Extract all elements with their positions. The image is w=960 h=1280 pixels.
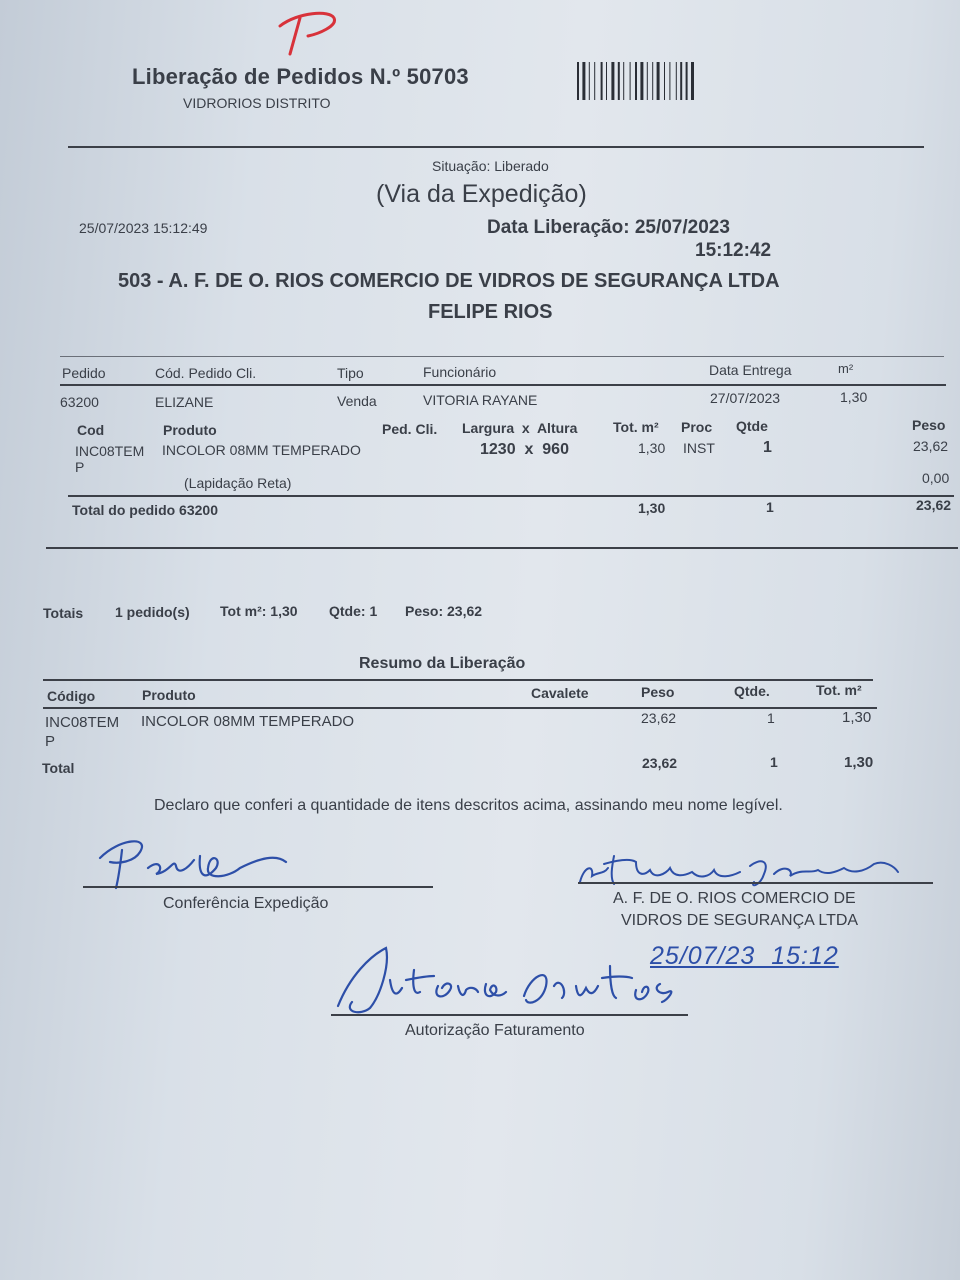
item-tot-m2: 1,30	[638, 440, 666, 456]
item-subprocess: (Lapidação Reta)	[184, 475, 292, 491]
company-name: VIDRORIOS DISTRITO	[183, 95, 331, 111]
copy-label: (Via da Expedição)	[376, 180, 587, 208]
col-m2: m²	[838, 361, 854, 376]
col-funcionario: Funcionário	[423, 364, 497, 380]
release-date: Data Liberação: 25/07/2023	[487, 217, 730, 238]
summary-row-peso: 23,62	[641, 710, 677, 726]
barcode-bar	[594, 62, 595, 100]
order-table-bottom-rule	[46, 547, 958, 549]
right-signature-label-2: VIDROS DE SEGURANÇA LTDA	[621, 912, 859, 929]
barcode-bar	[676, 62, 677, 100]
order-cod-cli: ELIZANE	[155, 394, 214, 410]
document-title: Liberação de Pedidos N.º 50703	[132, 64, 469, 89]
barcode-bar	[618, 62, 620, 100]
barcode-bar	[664, 62, 665, 100]
item-cod-cont: P	[75, 459, 85, 475]
barcode-bar	[582, 62, 585, 100]
barcode-bar	[657, 62, 660, 100]
barcode-bar	[669, 62, 670, 100]
item-subprocess-peso: 0,00	[922, 470, 950, 486]
col-tipo: Tipo	[337, 365, 364, 381]
release-time: 15:12:42	[695, 240, 772, 261]
totals-m2: Tot m²: 1,30	[220, 603, 298, 619]
order-table-top-rule	[60, 356, 944, 357]
print-datetime: 25/07/2023 15:12:49	[79, 220, 208, 236]
order-pedido: 63200	[60, 394, 99, 410]
red-p-mark	[268, 4, 348, 60]
order-total-peso: 23,62	[916, 497, 952, 513]
order-data-entrega: 27/07/2023	[710, 390, 781, 406]
item-col-tot-m2: Tot. m²	[613, 419, 659, 435]
totals-pedidos: 1 pedido(s)	[115, 604, 190, 620]
barcode-bar	[680, 62, 682, 100]
barcode-bar	[606, 62, 607, 100]
item-largura-altura: 1230 x 960	[480, 441, 569, 458]
item-col-qtde: Qtde	[736, 418, 768, 434]
right-signature-line	[578, 882, 933, 884]
summary-row-produto: INCOLOR 08MM TEMPERADO	[141, 713, 355, 730]
barcode-bar	[686, 62, 688, 100]
item-col-proc: Proc	[681, 419, 713, 435]
item-col-ped-cli: Ped. Cli.	[382, 421, 438, 437]
col-pedido: Pedido	[62, 365, 106, 381]
barcode-bar	[630, 62, 631, 100]
left-signature-label: Conferência Expedição	[163, 895, 329, 912]
summary-total-qtde: 1	[770, 754, 778, 770]
barcode-bar	[577, 62, 579, 100]
item-col-produto: Produto	[163, 422, 217, 438]
summary-col-codigo: Código	[47, 688, 96, 704]
signature-conferencia	[90, 828, 290, 892]
signature-autorizacao	[330, 936, 690, 1020]
totals-qtde: Qtde: 1	[329, 603, 378, 619]
summary-row-qtde: 1	[767, 710, 775, 726]
status-text: Situação: Liberado	[432, 158, 549, 174]
summary-top-rule	[43, 679, 873, 681]
summary-col-peso: Peso	[641, 684, 675, 700]
item-col-cod: Cod	[77, 422, 105, 438]
totals-label: Totais	[43, 605, 84, 621]
item-col-largura-altura: Largura x Altura	[462, 420, 578, 436]
summary-total-peso: 23,62	[642, 755, 678, 771]
totals-peso: Peso: 23,62	[405, 603, 483, 619]
summary-col-produto: Produto	[142, 687, 196, 703]
order-m2: 1,30	[840, 389, 868, 405]
item-produto: INCOLOR 08MM TEMPERADO	[162, 442, 361, 458]
item-proc: INST	[683, 440, 715, 456]
barcode-bar	[691, 62, 694, 100]
summary-total-label: Total	[42, 760, 75, 776]
barcode-bar	[611, 62, 614, 100]
right-signature-label-1: A. F. DE O. RIOS COMERCIO DE	[613, 890, 856, 907]
summary-col-tot-m2: Tot. m²	[816, 682, 862, 698]
bottom-signature-line	[331, 1014, 688, 1016]
bottom-signature-label: Autorização Faturamento	[405, 1022, 585, 1039]
summary-title: Resumo da Liberação	[359, 655, 526, 672]
col-data-entrega: Data Entrega	[709, 362, 792, 378]
summary-total-tot-m2: 1,30	[844, 754, 874, 771]
order-total-m2: 1,30	[638, 500, 666, 516]
barcode-bar	[640, 62, 643, 100]
summary-header-rule	[43, 707, 877, 709]
barcode-bar	[647, 62, 648, 100]
order-total-qtde: 1	[766, 499, 774, 515]
left-signature-line	[83, 886, 433, 888]
barcode-bar	[601, 62, 603, 100]
summary-row-codigo-cont: P	[45, 733, 56, 750]
order-total-label: Total do pedido 63200	[72, 502, 218, 518]
barcode-bar	[589, 62, 590, 100]
summary-row-codigo: INC08TEM	[45, 714, 120, 731]
order-tipo: Venda	[337, 393, 377, 409]
order-total-rule	[68, 495, 954, 497]
declaration-text: Declaro que conferi a quantidade de itens descritos acima, assinando meu nome legível.	[154, 797, 783, 814]
barcode-bar	[623, 62, 624, 100]
order-header-rule	[60, 384, 946, 386]
customer-name: 503 - A. F. DE O. RIOS COMERCIO DE VIDROS DE SEGURANÇA LTDA	[118, 270, 780, 292]
customer-contact: FELIPE RIOS	[428, 301, 553, 323]
summary-col-cavalete: Cavalete	[531, 685, 589, 701]
order-funcionario: VITORIA RAYANE	[423, 392, 538, 408]
item-peso: 23,62	[913, 438, 949, 454]
barcode-bar	[635, 62, 637, 100]
item-col-peso: Peso	[912, 417, 946, 433]
barcode	[577, 62, 727, 100]
handwritten-date: 25/07/23 15:12	[650, 942, 839, 970]
item-cod: INC08TEM	[75, 443, 145, 459]
summary-col-qtde: Qtde.	[734, 683, 770, 699]
header-rule	[68, 146, 924, 148]
col-cod-pedido-cli: Cód. Pedido Cli.	[155, 365, 257, 381]
summary-row-tot-m2: 1,30	[842, 709, 872, 726]
item-qtde: 1	[763, 439, 772, 456]
barcode-bar	[652, 62, 653, 100]
